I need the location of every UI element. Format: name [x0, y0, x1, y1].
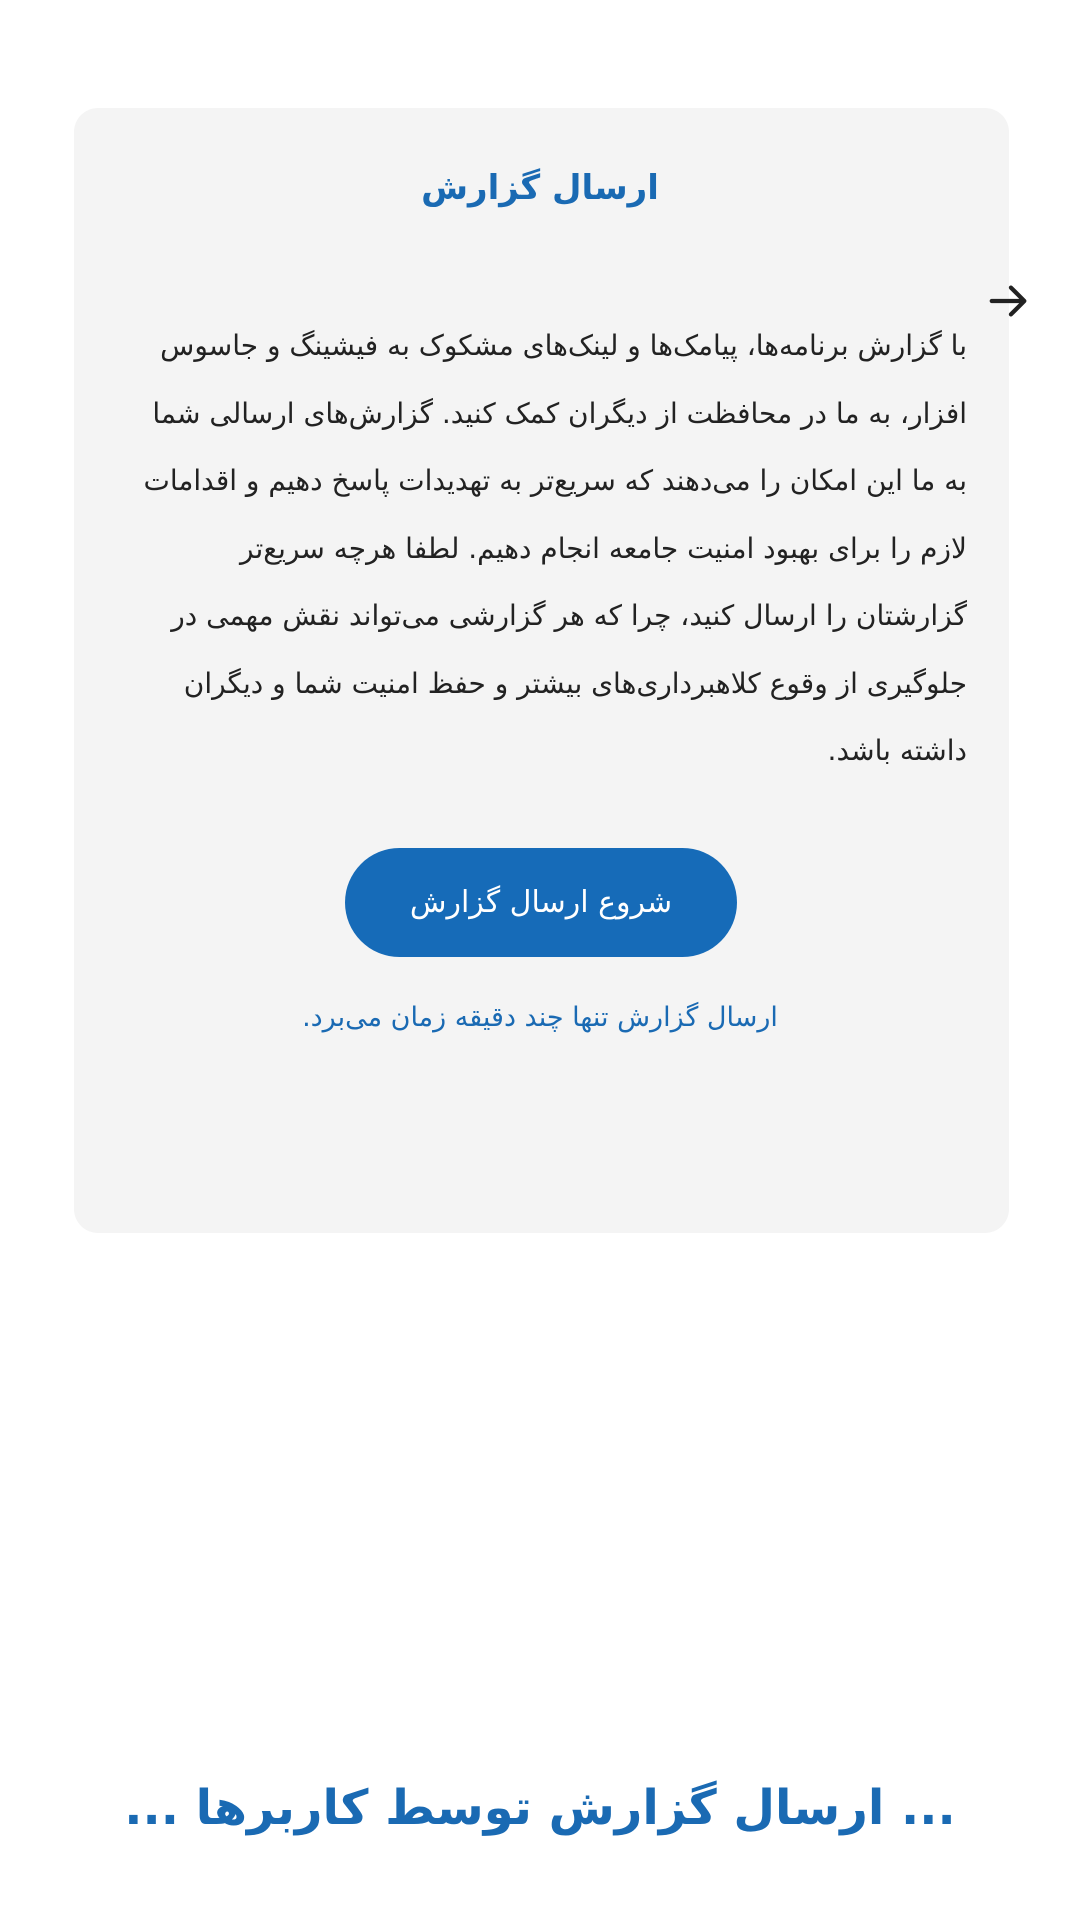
section-heading: ... ارسال گزارش توسط کاربرها ...: [124, 1780, 956, 1836]
card-title: ارسال گزارش: [421, 168, 659, 208]
duration-note: ارسال گزارش تنها چند دقیقه زمان می‌برد.: [302, 1002, 778, 1033]
start-report-button[interactable]: شروع ارسال گزارش: [345, 848, 737, 957]
card-description: با گزارش برنامه‌ها، پیامک‌ها و لینک‌های مشکوک به فیشینگ و جاسوس افزار، به ما در محافظت از دیگران کمک کنید. گزارش‌های ارسالی شما به ما این امکان را می‌دهند که سریع‌تر به تهدیدات پاسخ دهیم و اقدامات لازم را برای بهبود امنیت جامعه انجام دهیم. لطفا هرچه سریع‌تر گزارشتان را ارسال کنید، چرا که هر گزارشی می‌تواند نقش مهمی در جلوگیری از وقوع کلاهبرداری‌های بیشتر و حفظ امنیت شما و دیگران داشته باشد.: [143, 329, 967, 767]
arrow-right-icon[interactable]: [986, 278, 1032, 324]
